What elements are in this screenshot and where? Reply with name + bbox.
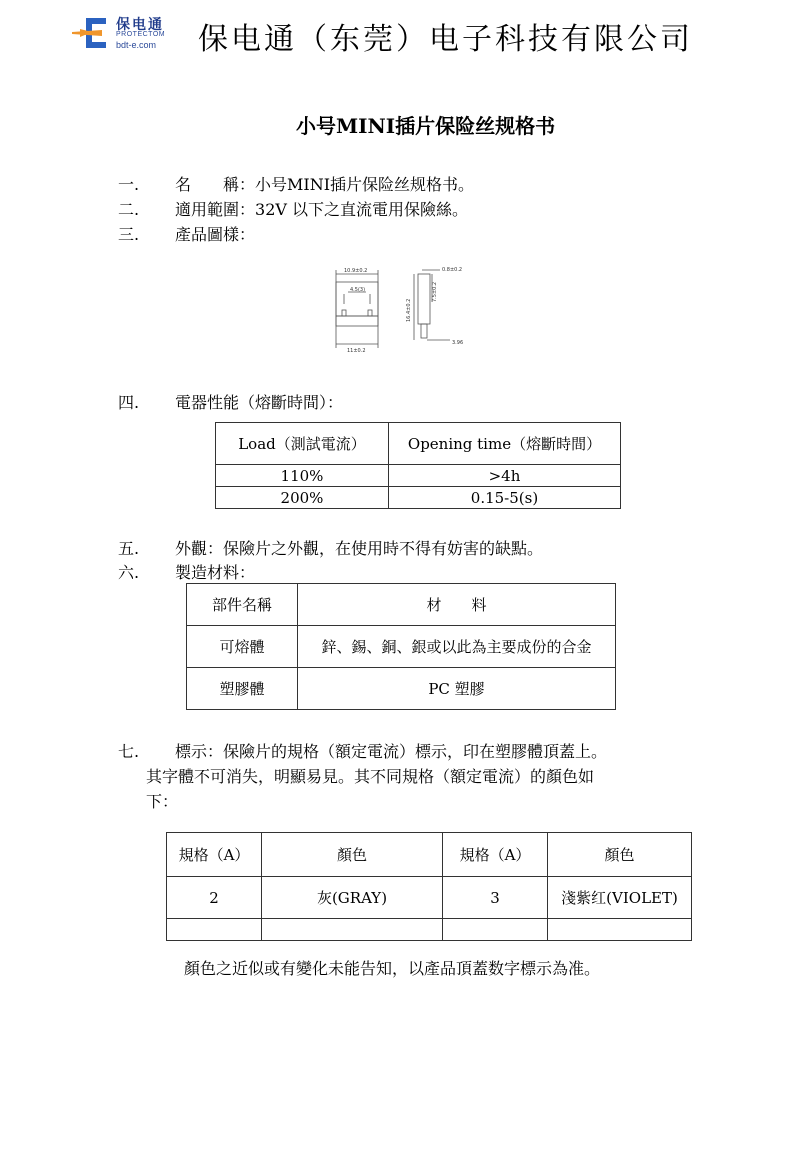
perf-cell: 0.15-5(s): [389, 487, 621, 509]
section-1-line: [175, 172, 474, 195]
section-2-line: [175, 197, 468, 220]
color-header-color-1: 顏色: [262, 833, 443, 877]
table-row: [187, 626, 616, 668]
color-header-rating-2: 規格（A）: [443, 833, 548, 877]
dim-height-total: 16.4±0.2: [406, 298, 412, 322]
table-row: [216, 465, 621, 487]
section-6-number: 六.: [118, 563, 140, 582]
logo-mark-icon: [72, 16, 108, 50]
section-5-line: [175, 536, 543, 559]
material-table: [186, 583, 616, 710]
material-cell: 塑膠體: [187, 668, 298, 710]
section-7-number: 七.: [118, 742, 140, 761]
section-3-number: 三.: [118, 225, 140, 244]
section-7-line-3: 下：: [146, 792, 179, 811]
product-drawing: [330, 262, 480, 362]
section-7-line-1: 標示：保險片的規格（額定電流）標示，印在塑膠體頂蓋上。: [175, 742, 608, 761]
company-name: 保电通（东莞）电子科技有限公司: [198, 22, 693, 57]
section-3-label: 產品圖樣：: [175, 225, 256, 244]
perf-cell: 200%: [216, 487, 389, 509]
color-cell: [167, 919, 262, 941]
section-5-text: 保險片之外觀，在使用時不得有妨害的缺點。: [223, 539, 544, 558]
logo-url-text: bdt-e.com: [116, 40, 157, 50]
color-header-color-2: 顏色: [548, 833, 692, 877]
color-cell: 淺紫红(VIOLET): [548, 877, 692, 919]
color-cell: 灰(GRAY): [262, 877, 443, 919]
perf-cell: 110%: [216, 465, 389, 487]
section-6-label: 製造材料：: [175, 563, 256, 582]
table-header-row: [167, 833, 692, 877]
logo-english-text: PROTECTOM: [116, 31, 166, 38]
section-2-label: 適用範圍：: [175, 200, 256, 219]
logo-chinese-text: 保电通: [116, 17, 164, 33]
section-5-label: 外觀：: [175, 539, 224, 558]
table-row: [216, 487, 621, 509]
material-header-part: 部件名稱: [187, 584, 298, 626]
table-row: [167, 919, 692, 941]
document-title: 小号MINI插片保险丝规格书: [296, 114, 556, 138]
section-1-text: 小号MINI插片保险丝规格书。: [255, 175, 475, 194]
dim-width-top: 10.9±0.2: [344, 268, 368, 274]
table-header-row: [187, 584, 616, 626]
dim-inner: 4.5(3): [350, 287, 366, 293]
table-header-row: [216, 423, 621, 465]
color-footnote: 顏色之近似或有變化未能告知，以產品頂蓋数字標示為准。: [184, 959, 601, 978]
color-cell: [548, 919, 692, 941]
color-header-rating-1: 規格（A）: [167, 833, 262, 877]
dim-thickness: 0.8±0.2: [442, 267, 463, 273]
section-1-label: 名 稱：: [175, 175, 256, 194]
section-7-line-2: 其字體不可消失，明顯易見。其不同規格（額定電流）的顏色如: [146, 767, 595, 786]
dim-pitch: 3.96: [452, 340, 464, 346]
section-2-number: 二.: [118, 200, 140, 219]
section-1-number: 一.: [118, 175, 140, 194]
table-row: [167, 877, 692, 919]
perf-cell: >4h: [389, 465, 621, 487]
color-cell: [262, 919, 443, 941]
perf-header-opening-time: Opening time（熔斷時間）: [389, 423, 621, 465]
material-cell: 可熔體: [187, 626, 298, 668]
perf-header-load: Load（測試電流）: [216, 423, 389, 465]
material-cell: 鋅、錫、銅、銀或以此為主要成份的合金: [298, 626, 616, 668]
table-row: [187, 668, 616, 710]
material-cell: PC 塑膠: [298, 668, 616, 710]
company-logo: [72, 14, 184, 54]
section-4-number: 四.: [118, 393, 140, 412]
color-table: [166, 832, 692, 941]
color-cell: 2: [167, 877, 262, 919]
color-cell: [443, 919, 548, 941]
material-header-material: 材 料: [298, 584, 616, 626]
section-4-label: 電器性能（熔斷時間）：: [175, 393, 344, 412]
performance-table: [215, 422, 621, 509]
dim-height-blade: 7.5±0.2: [432, 281, 438, 302]
section-2-text: 32V 以下之直流電用保險絲。: [255, 200, 469, 219]
section-5-number: 五.: [118, 539, 140, 558]
color-cell: 3: [443, 877, 548, 919]
dim-width-bottom: 11±0.2: [347, 348, 366, 354]
